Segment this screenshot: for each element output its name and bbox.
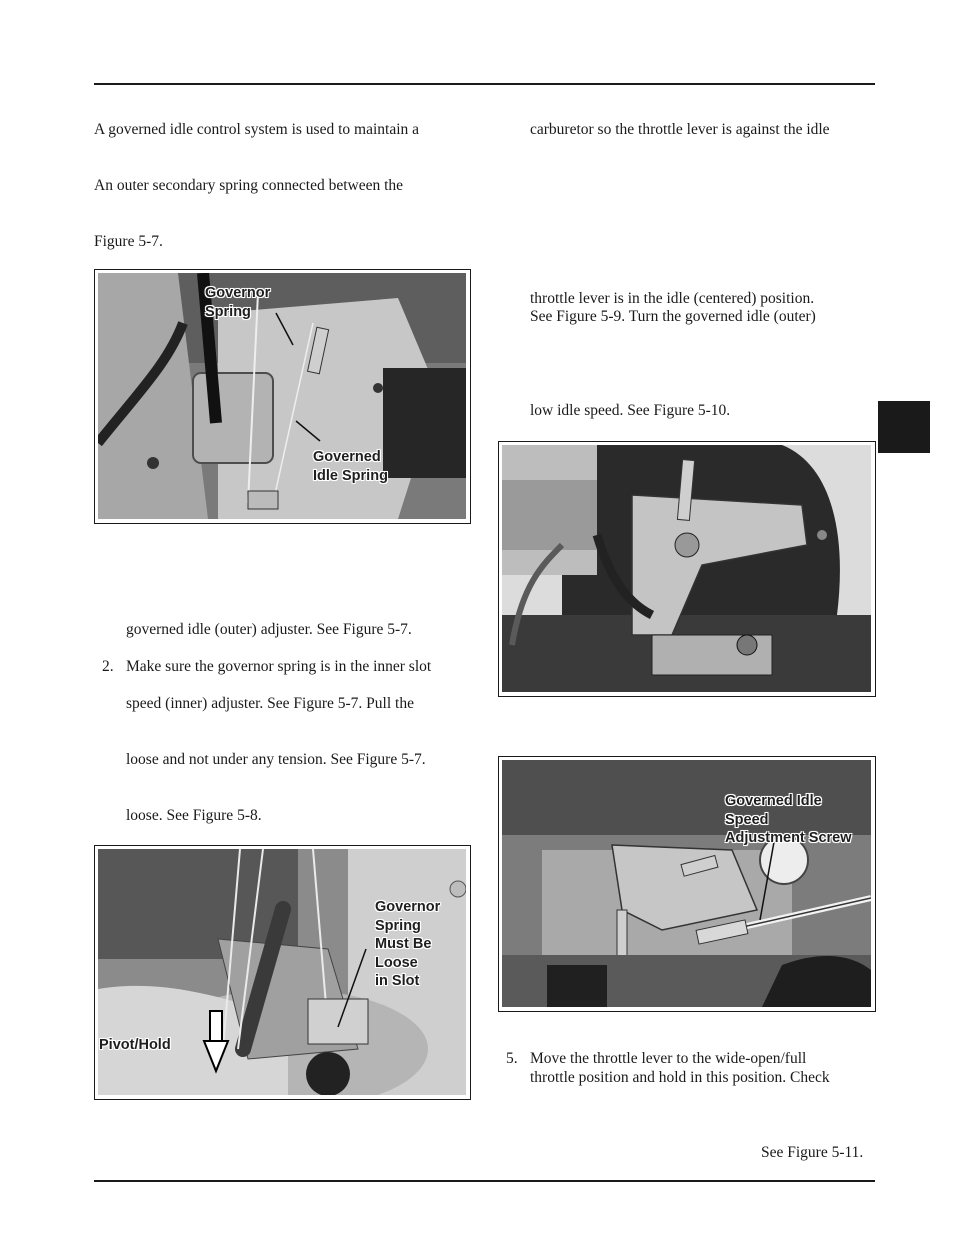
callout-pivot-hold: Pivot/Hold (99, 1037, 171, 1053)
figure-5-9-photo (498, 441, 876, 697)
step2-number: 2. (102, 658, 114, 675)
callout-governed-idle-speed-screw: Governed Idle Speed Adjustment Screw (725, 793, 852, 846)
callout-governed-idle-spring: Governed Idle Spring (313, 449, 388, 484)
figure-5-9-image (502, 445, 871, 692)
left-para-1: A governed idle control system is used to maintain a (94, 121, 420, 138)
step1-tail: governed idle (outer) adjuster. See Figure 5-7. (126, 621, 412, 638)
step5-number: 5. (506, 1050, 518, 1067)
step5-line-1: Move the throttle lever to the wide-open/full (530, 1050, 807, 1067)
step2-line-1: Make sure the governor spring is in the inner slot (126, 658, 432, 675)
right-line-2: throttle lever is in the idle (centered) position. (530, 290, 815, 307)
bottom-rule (94, 1180, 875, 1182)
right-line-3: See Figure 5-9. Turn the governed idle (outer) (530, 308, 816, 325)
callout-governor-spring-loose: Governor Spring Must Be Loose in Slot (375, 899, 441, 989)
step2-line-4: loose. See Figure 5-8. (126, 807, 262, 824)
figure-5-10-photo (498, 756, 876, 1012)
figure-5-8-photo (94, 845, 471, 1100)
step2-line-3: loose and not under any tension. See Figure 5-7. (126, 751, 426, 768)
section-tab (878, 401, 930, 453)
step5-tail: See Figure 5-11. (761, 1144, 864, 1161)
step5-line-2: throttle position and hold in this position. Check (530, 1069, 830, 1086)
top-rule (94, 83, 875, 85)
right-line-1: carburetor so the throttle lever is against the idle (530, 121, 830, 138)
left-para-3: Figure 5-7. (94, 233, 163, 250)
right-line-4: low idle speed. See Figure 5-10. (530, 402, 731, 419)
step2-line-2: speed (inner) adjuster. See Figure 5-7. Pull the (126, 695, 414, 712)
figure-5-7-image (98, 273, 466, 519)
figure-5-7-photo (94, 269, 471, 524)
callout-governor-spring: Governor Spring (205, 285, 271, 320)
left-para-2: An outer secondary spring connected between the (94, 177, 404, 194)
